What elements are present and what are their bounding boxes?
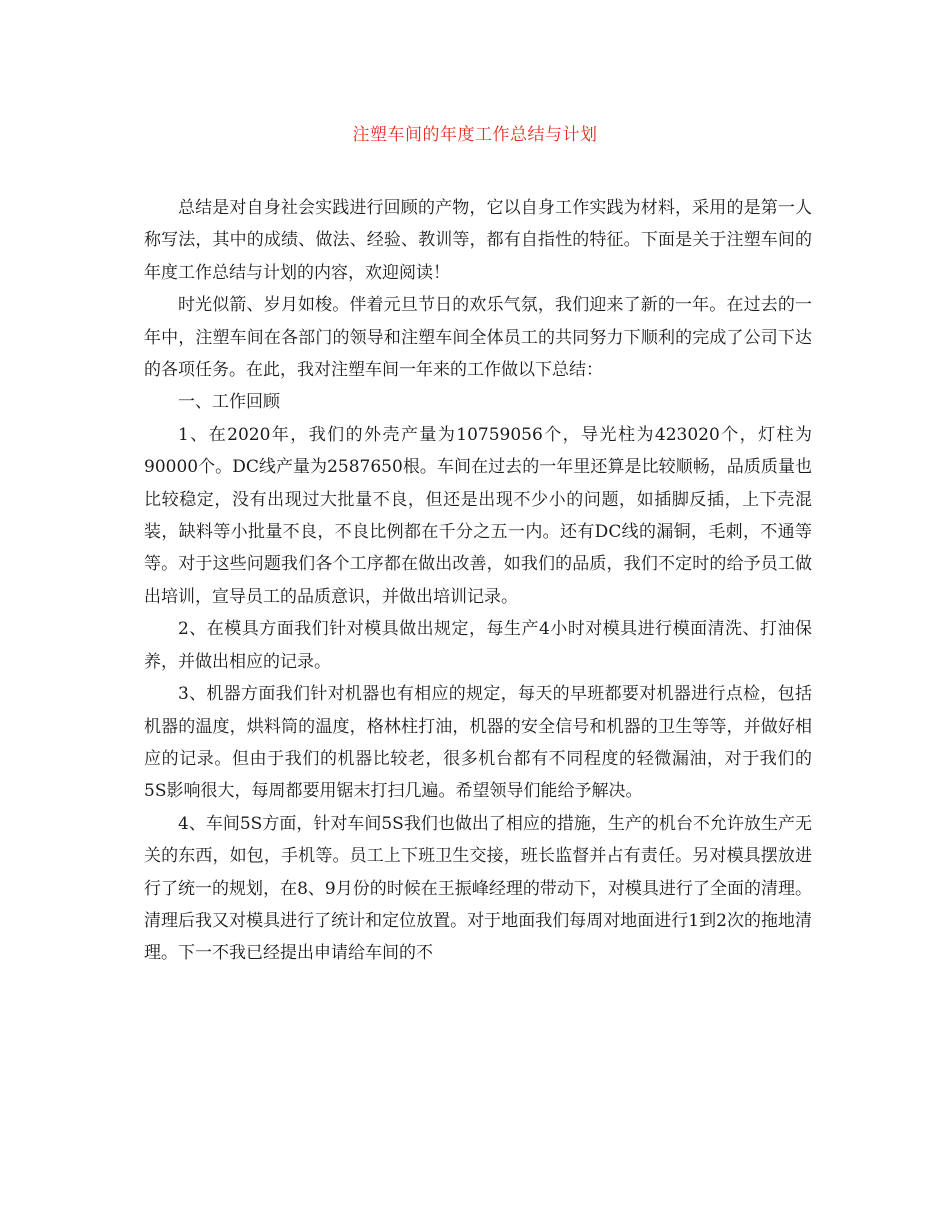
document-body <box>144 192 812 970</box>
paragraph-item-2: 2、在模具方面我们针对模具做出规定，每生产4小时对模具进行模面清洗、打油保养，并做出相应的记录。 <box>144 619 812 672</box>
paragraph-item-4: 4、车间5S方面，针对车间5S我们也做出了相应的措施，生产的机台不允许放生产无关的东西，如包，手机等。员工上下班卫生交接，班长监督并占有责任。另对模具摆放进行了统一的规划，在8、9月份的时候在王振峰经理的带动下，对模具进行了全面的清理。清理后我又对模具进行了统计和定位放置。对于地面我们每周对地面进行1到2次的拖地清理。下一不我已经提出申请给车间的不 <box>144 813 812 964</box>
section-heading-work-review: 一、工作回顾 <box>178 392 280 413</box>
paragraph-item-3: 3、机器方面我们针对机器也有相应的规定，每天的早班都要对机器进行点检，包括机器的温度，烘料筒的温度，格林柱打油，机器的安全信号和机器的卫生等等，并做好相应的记录。但由于我们的机器比较老，很多机台都有不同程度的轻微漏油，对于我们的5S影响很大，每周都要用锯末打扫几遍。希望领导们能给予解决。 <box>144 684 812 802</box>
document-title: 注塑车间的年度工作总结与计划 <box>352 125 598 145</box>
paragraph-opening: 时光似箭、岁月如梭。伴着元旦节日的欢乐气氛，我们迎来了新的一年。在过去的一年中，注塑车间在各部门的领导和注塑车间全体员工的共同努力下顺利的完成了公司下达的各项任务。在此，我对注塑车间一年来的工作做以下总结： <box>144 295 812 381</box>
paragraph-item-1: 1、在2020年，我们的外壳产量为10759056个，导光柱为423020个，灯柱为90000个。DC线产量为2587650根。车间在过去的一年里还算是比较顺畅，品质质量也比较稳定，没有出现过大批量不良，但还是出现不少小的问题，如插脚反插，上下壳混装，缺料等小批量不良，不良比例都在千分之五一内。还有DC线的漏铜，毛刺，不通等等。对于这些问题我们各个工序都在做出改善，如我们的品质，我们不定时的给予员工做出培训，宣导员工的品质意识，并做出培训记录。 <box>144 424 812 607</box>
paragraph-intro: 总结是对自身社会实践进行回顾的产物，它以自身工作实践为材料，采用的是第一人称写法，其中的成绩、做法、经验、教训等，都有自指性的特征。下面是关于注塑车间的年度工作总结与计划的内容，欢迎阅读！ <box>144 198 812 283</box>
